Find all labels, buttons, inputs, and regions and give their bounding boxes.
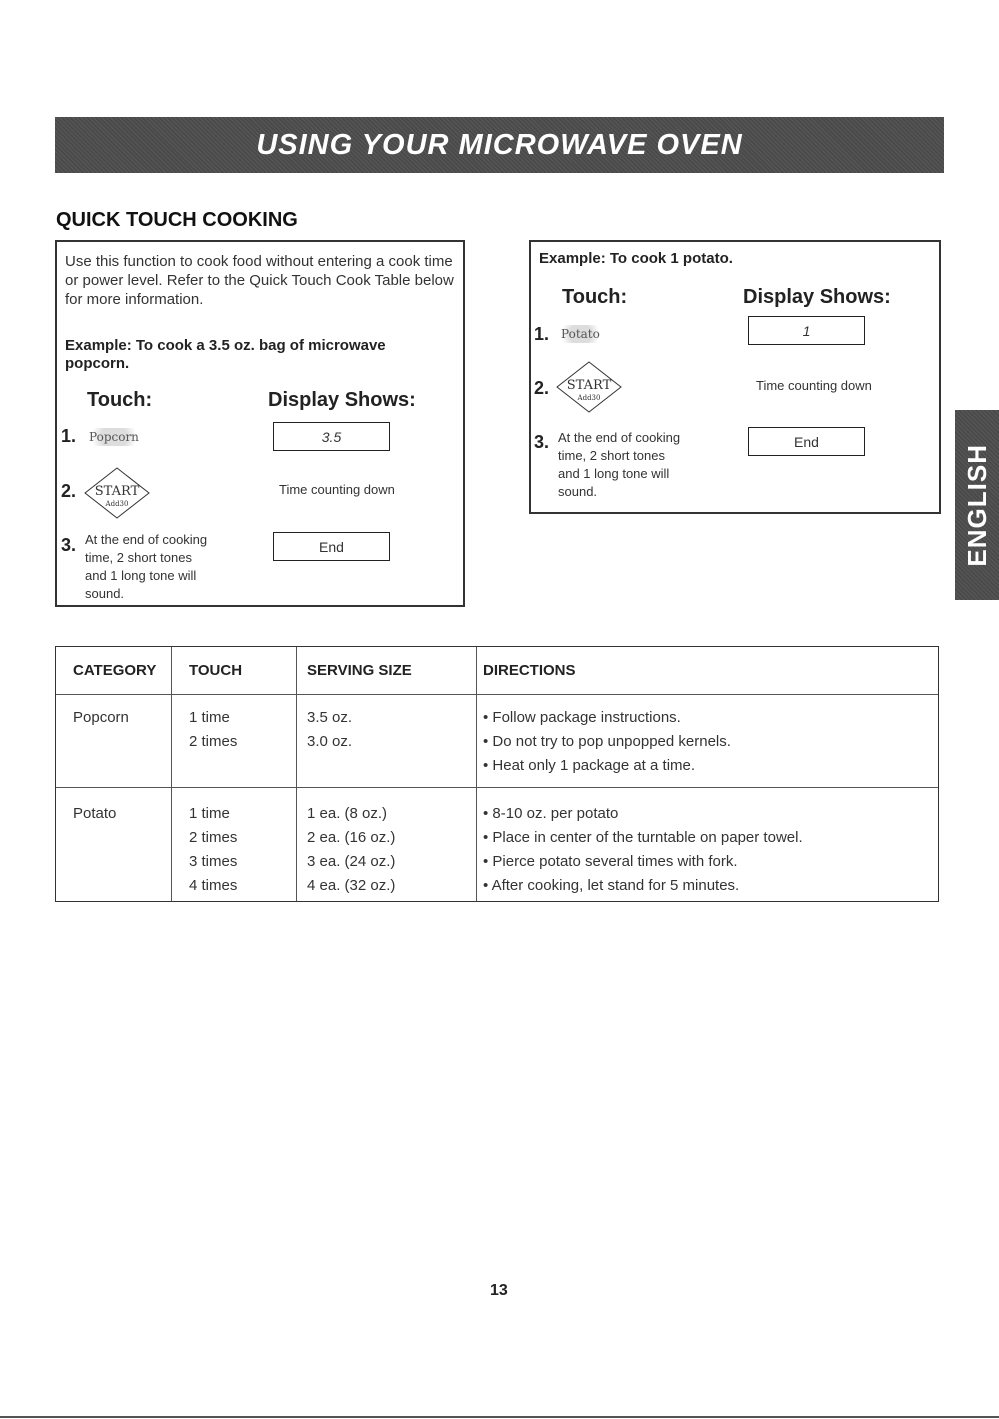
step3-text: At the end of cooking time, 2 short tones and 1 long tone will sound. [85, 532, 208, 601]
display-readout: 3.5 [273, 422, 390, 451]
time-counting-note: Time counting down [756, 378, 872, 393]
step-number: 1. [61, 426, 77, 446]
touch-header: Touch: [562, 286, 628, 308]
table-cell-directions: • 8-10 oz. per potato • Place in center of the turntable on paper towel. • Pierce potato several times with fork. • After cooking, let stand for 5 minutes. [483, 805, 803, 894]
touch-header: Touch: [87, 389, 153, 411]
col-header-directions: DIRECTIONS [483, 662, 576, 679]
bottom-rule [0, 1416, 999, 1418]
table-cell-serving: 1 ea. (8 oz.) 2 ea. (16 oz.) 3 ea. (24 oz.) 4 ea. (32 oz.) [307, 805, 396, 894]
step-number: 1. [534, 324, 550, 344]
page-number: 13 [490, 1282, 508, 1299]
table-cell-category: Potato [73, 805, 117, 822]
potato-button[interactable]: Potato [555, 325, 606, 343]
potato-example-panel [529, 240, 941, 514]
section-title: QUICK TOUCH COOKING [56, 209, 298, 231]
quick-touch-table [55, 646, 939, 902]
table-cell-category: Popcorn [73, 709, 129, 726]
add30-label: Add30 [105, 500, 129, 508]
start-label: START [94, 484, 140, 499]
step-number: 2. [61, 481, 77, 501]
popcorn-example-panel [55, 240, 465, 607]
language-tab-label: ENGLISH [961, 443, 992, 567]
table-cell-serving: 3.5 oz. 3.0 oz. [307, 709, 353, 750]
table-cell-directions: • Follow package instructions. • Do not try to pop unpopped kernels. • Heat only 1 package at a time. [483, 709, 731, 774]
col-header-category: CATEGORY [73, 662, 157, 679]
step-number: 3. [534, 432, 550, 452]
potato-example-text: Example: To cook 1 potato. [539, 250, 733, 267]
language-tab [955, 410, 999, 600]
end-readout: End [273, 532, 390, 561]
step-number: 3. [61, 535, 77, 555]
add30-label: Add30 [577, 394, 601, 402]
col-header-touch: TOUCH [189, 662, 243, 679]
intro-text: Use this function to cook food without entering a cook time or power level. Refer to the Quick Touch Cook Table below for more information. [65, 253, 454, 308]
start-button-icon[interactable] [83, 466, 151, 520]
banner-title: USING YOUR MICROWAVE OVEN [256, 128, 743, 161]
popcorn-example-text: Example: To cook a 3.5 oz. bag of microwave popcorn. [65, 337, 386, 372]
table-cell-touch: 1 time 2 times 3 times 4 times [189, 805, 238, 894]
end-readout: End [748, 427, 865, 456]
display-shows-header: Display Shows: [268, 389, 416, 411]
table-cell-touch: 1 time 2 times [189, 709, 238, 750]
display-shows-header: Display Shows: [743, 286, 891, 308]
page-banner [55, 117, 944, 173]
display-readout: 1 [748, 316, 865, 345]
start-button-icon[interactable] [555, 360, 623, 414]
time-counting-note: Time counting down [279, 482, 395, 497]
step3-text: At the end of cooking time, 2 short tones and 1 long tone will sound. [558, 430, 681, 499]
start-label: START [566, 378, 612, 393]
step-number: 2. [534, 378, 550, 398]
popcorn-button[interactable]: Popcorn [83, 428, 145, 446]
col-header-serving: SERVING SIZE [307, 662, 412, 679]
